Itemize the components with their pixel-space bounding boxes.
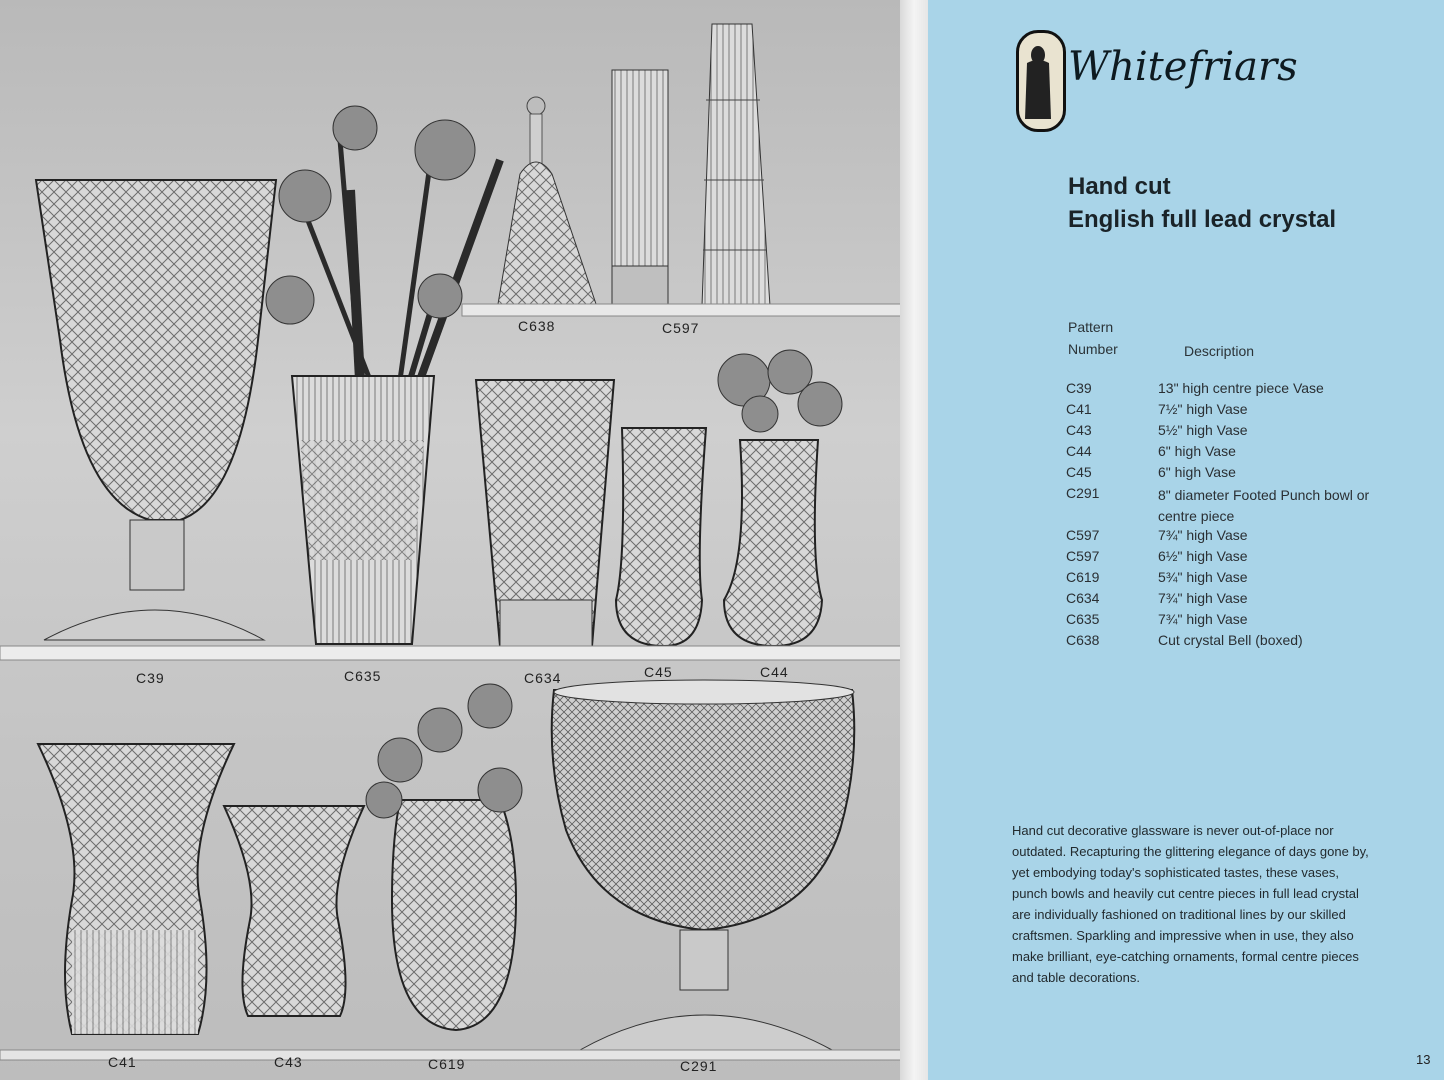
label-c634: C634	[524, 670, 562, 686]
label-c635: C635	[344, 668, 382, 684]
description-cell: 7½" high Vase	[1158, 401, 1248, 417]
page-number: 13	[1416, 1052, 1431, 1067]
pattern-cell: C635	[1066, 611, 1100, 627]
label-c45: C45	[644, 664, 673, 680]
pattern-cell: C45	[1066, 464, 1092, 480]
bell-c638	[498, 97, 596, 304]
title-line-1: Hand cut	[1068, 173, 1171, 200]
description-cell: 7¾" high Vase	[1158, 527, 1248, 543]
pattern-cell: C634	[1066, 590, 1100, 606]
description-cell: 6" high Vase	[1158, 443, 1236, 459]
label-c41: C41	[108, 1054, 137, 1070]
page-gutter	[900, 0, 928, 1080]
label-c39: C39	[136, 670, 165, 686]
description-cell: 5½" high Vase	[1158, 422, 1248, 438]
label-c43: C43	[274, 1054, 303, 1070]
pattern-cell: C597	[1066, 527, 1100, 543]
vase-c41	[38, 744, 234, 1034]
vase-c634	[476, 380, 614, 646]
description-cell: 7¾" high Vase	[1158, 590, 1248, 606]
vase-c44	[718, 350, 842, 646]
pattern-cell: C44	[1066, 443, 1092, 459]
daffodil-heads	[266, 106, 475, 324]
page-title	[1068, 170, 1336, 236]
pattern-number-header	[1068, 316, 1118, 360]
vase-c635	[292, 376, 434, 644]
description-cell: 5¾" high Vase	[1158, 569, 1248, 585]
brand-logo: Whitefriars	[1068, 44, 1298, 90]
pattern-cell: C638	[1066, 632, 1100, 648]
label-c638: C638	[518, 318, 556, 334]
pattern-cell: C619	[1066, 569, 1100, 585]
bowl-c291	[552, 680, 855, 1050]
daffodils-top	[300, 140, 500, 380]
title-line-2: English full lead crystal	[1068, 206, 1337, 233]
description-paragraph: Hand cut decorative glassware is never out-of-place nor outdated. Recapturing the glittering elegance of days gone by, yet embodying today's sophisticated tastes, these vases, punch bowls and heavily cut centre pieces in full lead crystal are individually fashioned on traditional lines by our skilled craftsmen. Sparkling and impressive when in use, they also make brilliant, eye-catching ornaments, formal centre pieces and table decorations.	[1012, 823, 1369, 985]
pattern-cell: C39	[1066, 380, 1092, 396]
description-cell: 8" diameter Footed Punch bowl or centre piece	[1158, 487, 1370, 524]
friar-logo-icon	[1016, 30, 1066, 132]
label-c44: C44	[760, 664, 789, 680]
label-c597: C597	[662, 320, 700, 336]
pattern-cell: C43	[1066, 422, 1092, 438]
vase-c39	[36, 180, 276, 640]
description-header: Description	[1184, 343, 1255, 359]
label-c619: C619	[428, 1056, 466, 1072]
description-cell: 6½" high Vase	[1158, 548, 1248, 564]
vase-c597-tall	[702, 24, 770, 306]
description-cell: 7¾" high Vase	[1158, 611, 1248, 627]
vase-c43	[224, 806, 364, 1016]
description-cell: 13" high centre piece Vase	[1158, 380, 1324, 396]
vase-c619	[366, 684, 522, 1030]
header-pattern: Pattern	[1068, 319, 1114, 335]
vase-c597-short	[612, 70, 668, 306]
pattern-cell: C291	[1066, 485, 1100, 501]
pattern-cell: C597	[1066, 548, 1100, 564]
description-cell: 6" high Vase	[1158, 464, 1236, 480]
header-number: Number	[1068, 341, 1118, 357]
label-c291: C291	[680, 1058, 718, 1074]
vase-c45	[616, 428, 706, 646]
description-cell: Cut crystal Bell (boxed)	[1158, 632, 1303, 648]
pattern-cell: C41	[1066, 401, 1092, 417]
